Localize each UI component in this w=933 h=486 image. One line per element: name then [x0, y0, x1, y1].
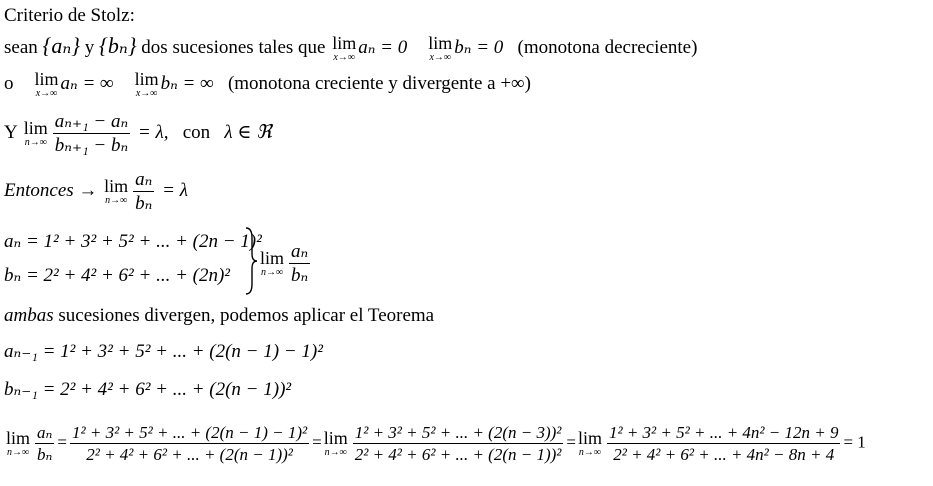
final-fraction-1: $\frac{\text{1² + 3² + 5² + ... + (2(n − 1) − 1)²}}{\text{2² + 4² + 6² + ... + (2(n − 1))²}}$: [72, 423, 308, 464]
brace-limit: [258, 242, 313, 285]
limit-operator: lim n→∞: [6, 428, 31, 458]
stolz-conclusion: [4, 170, 188, 213]
limit-bn-infinity: bₙ = ∞: [160, 72, 214, 94]
lambda-condition: λ ∈ ℜ: [224, 121, 272, 143]
con-word: con: [182, 121, 211, 143]
sequence-a: {aₙ}: [42, 32, 81, 58]
final-fraction-3: $\frac{\text{1² + 3² + 5² + ... + 4n² − 12n + 9}}{\text{2² + 4² + 6² + ... + 4n² − 8n + 4}}$: [608, 423, 839, 464]
bn-definition: bₙ = 2² + 4² + 6² + ... + (2n)²: [4, 265, 230, 286]
limit-an-infinity: aₙ = ∞: [60, 72, 114, 94]
entonces-arrow: Entonces →: [4, 179, 98, 201]
final-result: = 1: [843, 432, 866, 452]
sequence-b: {bₙ}: [99, 32, 137, 58]
limit-operator: lim n→∞: [104, 176, 129, 206]
limit-operator: lim x→∞: [134, 69, 159, 99]
equals-lambda-conclusion: = λ: [162, 179, 188, 201]
limit-operator: lim x→∞: [332, 33, 357, 63]
an-minus-1-definition: aₙ₋₁ = 1² + 3² + 5² + ... + (2(n − 1) − 1)²: [4, 341, 323, 362]
increasing-note: (monotona creciente y divergente a +∞): [227, 72, 531, 94]
final-ratio: $\frac{\text{aₙ}}{\text{bₙ}}$: [37, 423, 53, 464]
line3-prefix: Y: [4, 121, 18, 143]
final-limit-chain: lim n→∞ $\frac{\text{aₙ}}{\text{bₙ}}$ = $\frac{\text{1² + 3² + 5² + ... + (2(n − 1) − 1)²}}{\text{2² + 4² + 6² + ... + (2(n − 1))²}}$ = lim n→∞ $\frac{\text{1² + 3² + 5² + ... + (2(n − 3))²}}{\text{2² + 4² + 6² + ... + (2(n − 1))²}}$ = lim n→∞ $\frac{\text{1² + 3² + 5² + ... + 4n² − 12n + 9}}{\text{2² + 4² + 6² + ... + 4n² − 8n + 4}}$ = 1: [6, 423, 866, 464]
definition-line-increasing: [4, 70, 531, 99]
line2-prefix: o: [4, 72, 14, 94]
equals-lambda: = λ,: [137, 121, 169, 143]
right-brace-icon: [244, 226, 258, 296]
an-definition: aₙ = 1² + 3² + 5² + ... + (2n − 1)²: [4, 231, 262, 252]
limit-operator: lim n→∞: [260, 248, 285, 278]
final-fraction-2: $\frac{\text{1² + 3² + 5² + ... + (2(n − 3))²}}{\text{2² + 4² + 6² + ... + (2(n − 1))²}}$: [354, 423, 562, 464]
ambas-word: ambas: [4, 305, 54, 326]
ratio-an-bn: $\frac{\text{aₙ}}{\text{bₙ}}$: [135, 169, 153, 214]
limit-operator: lim n→∞: [23, 118, 48, 148]
limit-operator: lim n→∞: [577, 428, 602, 458]
stolz-condition: [4, 112, 272, 155]
limit-operator: lim x→∞: [428, 33, 453, 63]
line1-prefix: sean: [4, 36, 38, 58]
bn-minus-1-definition: bₙ₋₁ = 2² + 4² + 6² + ... + (2(n − 1))²: [4, 379, 292, 400]
limit-bn-zero: bₙ = 0: [454, 36, 504, 58]
ambas-text: sucesiones divergen, podemos aplicar el Teorema: [58, 305, 435, 326]
decreasing-note: (monotona decreciente): [517, 36, 698, 58]
line1-y: y: [84, 36, 95, 58]
limit-an-zero: aₙ = 0: [358, 36, 408, 58]
limit-operator: lim n→∞: [323, 428, 348, 458]
difference-quotient: $\frac{\text{aₙ₊₁ − aₙ}}{\text{bₙ₊₁ − bₙ}}$: [54, 111, 129, 156]
definition-line-decreasing: [4, 34, 697, 63]
brace-ratio: $\frac{\text{aₙ}}{\text{bₙ}}$: [291, 241, 309, 286]
limit-operator: lim x→∞: [34, 69, 59, 99]
title: Criterio de Stolz:: [4, 5, 135, 26]
line1-text: dos sucesiones tales que: [141, 36, 326, 58]
ambas-line: [4, 306, 434, 325]
